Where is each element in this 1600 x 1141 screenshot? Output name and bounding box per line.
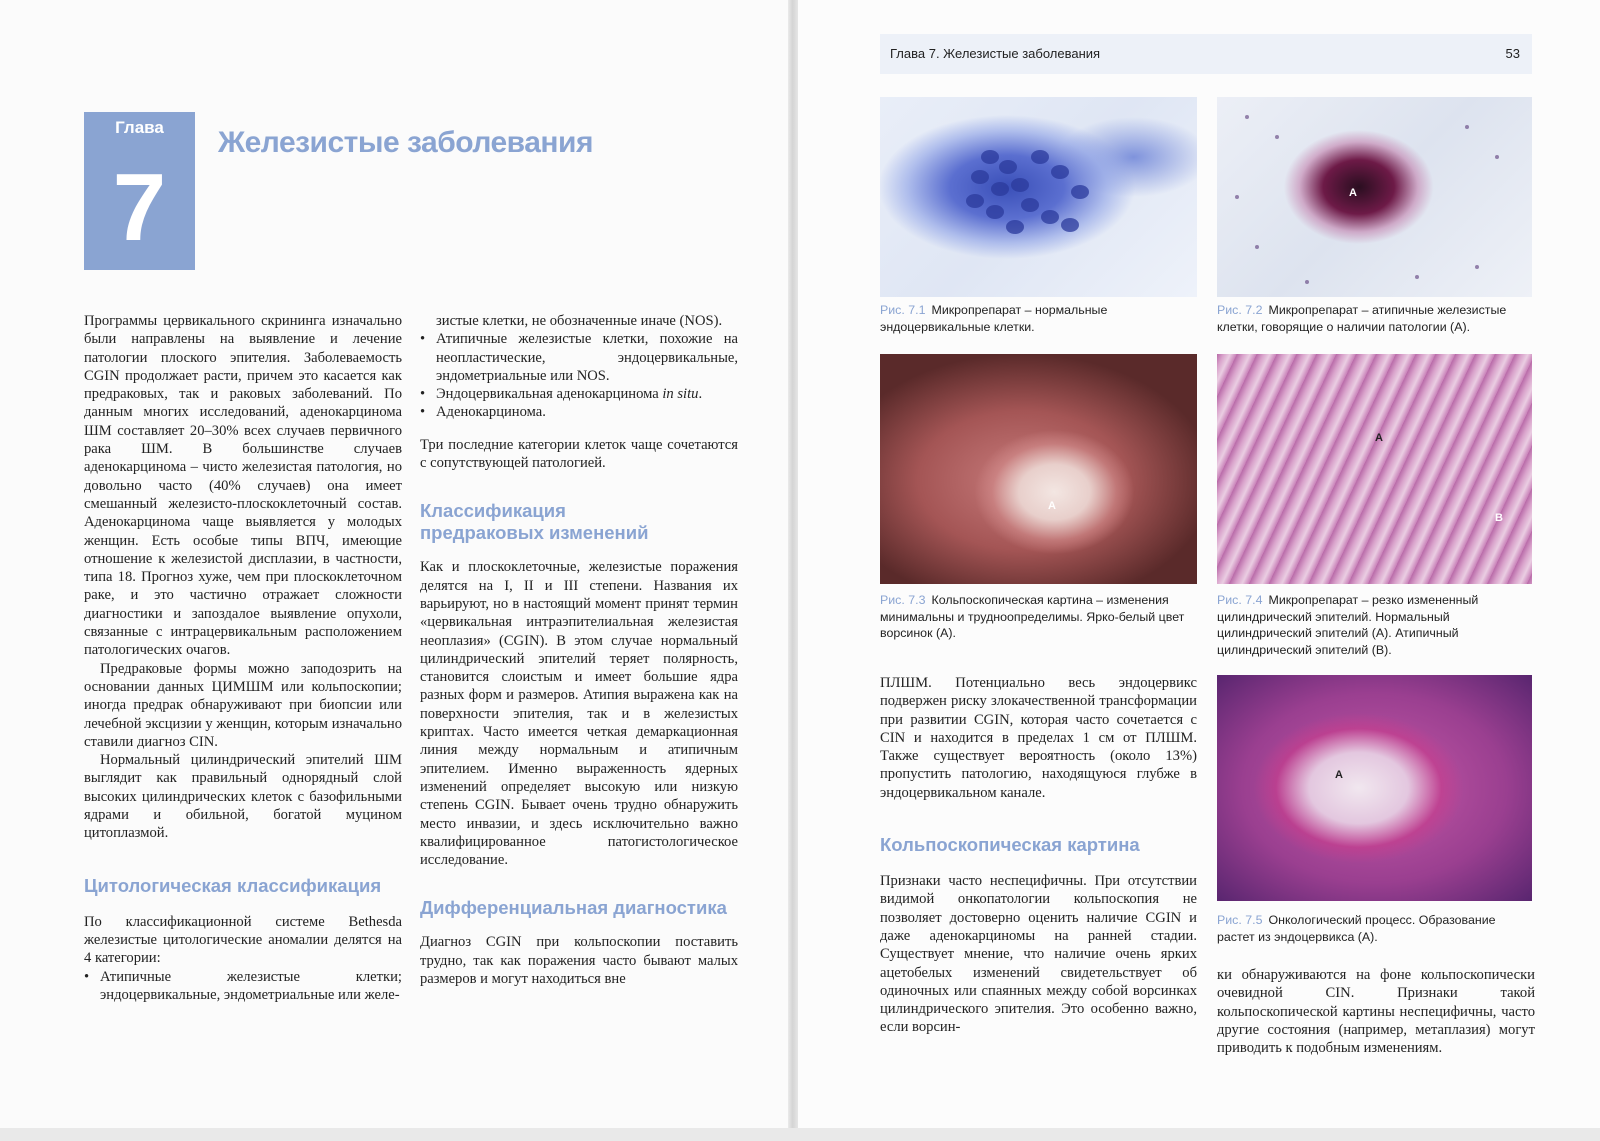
figure-7-1-caption: [880, 302, 1197, 335]
paragraph: Нормальный цилиндрический эпителий ШМ выглядит как правильный однорядный слой высоких цилиндрических клеток с базофильными ядрами и обильной, богатой муцином цитоплазмой.: [84, 752, 402, 842]
page-number: 53: [1505, 46, 1520, 61]
running-title: Глава 7. Железистые заболевания: [890, 46, 1101, 61]
figure-7-2-caption: [1217, 302, 1535, 335]
paragraph: По классификационной системе Bethesda железистые цитологические аномалии делятся на 4 категории:: [84, 913, 402, 967]
text-column-3: [880, 674, 1197, 1037]
text-column-4: [1217, 966, 1535, 1057]
text-column-2: [420, 312, 738, 988]
bullet-list: [420, 330, 738, 421]
chapter-title: Железистые заболевания: [218, 126, 593, 159]
running-header: [880, 34, 1532, 74]
caption-text: Микропрепарат – атипичные железистые клетки, говорящие о наличии патологии (А).: [1217, 303, 1507, 334]
list-item: • Атипичные железистые клетки; эндоцервикальные, эндометриальные или желе-: [100, 968, 402, 1005]
figure-7-3-caption: [880, 592, 1197, 642]
figure-7-5-image: [1217, 675, 1532, 901]
figure-7-1-image: [880, 97, 1197, 297]
paragraph: Как и плоскоклеточные, железистые поражения делятся на I, II и III степени. Названия их варьируют, но в настоящий момент принят термин «цервикальная интраэпителиальная железистая неоплазия» (CGIN). В этом случае нормальный цилиндрический эпителий теряет полярность, становится слоистым и имеет большие ядра разных форм и размеров. Атипия выражена как на поверхности эпителия, так и в железистых криптах. Часто имеется четкая демаркационная линия между нормальным и атипичным эпителием. Именно выраженность ядерных изменений определяет высокую или низкую степень CGIN. Бывает очень трудно обнаружить место инвазии, и здесь исключительно важно квалифицированное патогистологическое исследование.: [420, 559, 738, 869]
caption-text: Кольпоскопическая картина – изменения минимальны и трудноопределимы. Ярко-белый цвет ворсинок (А).: [880, 593, 1185, 640]
paragraph: Три последние категории клеток чаще сочетаются с сопутствующей патологией.: [420, 436, 738, 472]
list-item: • Аденокарцинома.: [436, 403, 738, 421]
cell-cluster-graphic: [1217, 97, 1532, 297]
paragraph: ки обнаруживаются на фоне кольпоскопически очевидной CIN. Признаки такой кольпоскопической картины неспецифичны, часто другие состояния (например, метаплазия) могут приводить к подобным изменениям.: [1217, 967, 1535, 1057]
list-item-period: .: [698, 386, 703, 403]
bullet-list: [84, 968, 402, 1005]
figure-marker: A: [1335, 769, 1343, 781]
figure-label: Рис. 7.3: [880, 593, 926, 607]
chapter-word: Глава: [115, 118, 164, 137]
caption-text: Микропрепарат – резко измененный цилиндрический эпителий. Нормальный цилиндрический эпителий (А). Атипичный цилиндрический эпителий (В).: [1217, 593, 1479, 657]
list-item-text: Эндоцервикальная аденокарцинома: [436, 386, 663, 403]
paragraph: зистые клетки, не обозначенные иначе (NOS).: [436, 313, 723, 329]
caption-text: Онкологический процесс. Образование растет из эндоцервикса (А).: [1217, 913, 1496, 944]
paragraph: Предраковые формы можно заподозрить на основании данных ЦИМШМ или кольпоскопии; иногда предрак обнаруживают при биопсии или лечебной эксцизии у женщин, которым изначально ставили диагноз CIN.: [84, 660, 402, 750]
chapter-number: 7: [112, 154, 167, 261]
figure-7-2-image: [1217, 97, 1532, 297]
book-spine: [788, 0, 798, 1141]
figure-7-3-image: [880, 354, 1197, 584]
figure-marker: A: [1048, 500, 1056, 512]
section-heading-differential: Дифференциальная диагностика: [420, 897, 727, 919]
text-column-1: [84, 312, 402, 1004]
figure-label: Рис. 7.1: [880, 303, 926, 317]
figure-marker: A: [1375, 432, 1383, 444]
list-item: • Атипичные железистые клетки, похожие на неопластические, эндоцервикальные, эндометриальные или NOS.: [436, 330, 738, 385]
figure-label: Рис. 7.5: [1217, 913, 1263, 927]
figure-marker: A: [1349, 187, 1357, 199]
paragraph: Признаки часто неспецифичны. При отсутствии видимой онкопатологии кольпоскопия не позволяет достоверно оценить наличие CGIN и даже аденокарциномы на ранней стадии. Существует мнение, что наличие очень ярких ацетобелых изменений свидетельствует об одиночных или спаянных между собой ворсинках цилиндрического эпителия. Это особенно важно, если ворсин-: [880, 873, 1197, 1036]
figure-label: Рис. 7.4: [1217, 593, 1263, 607]
figure-7-4-image: [1217, 354, 1532, 584]
section-heading-cytology: Цитологическая классификация: [84, 874, 382, 896]
cell-cluster-graphic: [880, 97, 1197, 297]
list-item: [436, 385, 738, 403]
section-heading-precancer: Классификация предраковых изменений: [420, 500, 649, 544]
section-heading-colposcopy: Кольпоскопическая картина: [880, 834, 1140, 856]
figure-marker: B: [1495, 512, 1503, 524]
paragraph: ПЛШМ. Потенциально весь эндоцервикс подвержен риску злокачественной трансформации при развитии CGIN, которая часто сочетается с CIN и находится в пределах 1 см от ПЛШМ. Также существует вероятность (около 13%) пропустить патологию, находящуюся глубже в эндоцервикальном канале.: [880, 675, 1197, 801]
scan-bottom-edge: [0, 1128, 1600, 1141]
caption-text: Микропрепарат – нормальные эндоцервикальные клетки.: [880, 303, 1108, 334]
paragraph: Диагноз CGIN при кольпоскопии поставить трудно, так как поражения часто бывают малых размеров и могут находиться вне: [420, 934, 738, 988]
figure-7-4-caption: [1217, 592, 1535, 658]
list-item-italic: in situ: [662, 386, 699, 403]
figure-label: Рис. 7.2: [1217, 303, 1263, 317]
paragraph: Программы цервикального скрининга изначально были направлены на выявление и лечение патологии плоского эпителия. Заболеваемость CGIN продолжает расти, причем это касается как предраковых, так и раковых заболеваний. По данным многих исследований, аденокарцинома ШМ составляет 20–30% всех случаев первичного рака ШМ. В большинстве случаев аденокарцинома – чисто железистая патология, но довольно часто (40% случаев) она имеет смешанный железисто-плоскоклеточный состав. Аденокарцинома чаще выявляется у молодых женщин. Есть особые типы ВПЧ, имеющие отношение к железистой дисплазии, в частности, типа 18. Прогноз хуже, чем при плоскоклеточном раке, и это частично отражает сложности диагностики и запоздалое выявление опухоли, связанные с интрацервикальным расположением патологических очагов.: [84, 313, 402, 659]
figure-7-5-caption: [1217, 912, 1535, 945]
chapter-badge: [84, 112, 195, 270]
